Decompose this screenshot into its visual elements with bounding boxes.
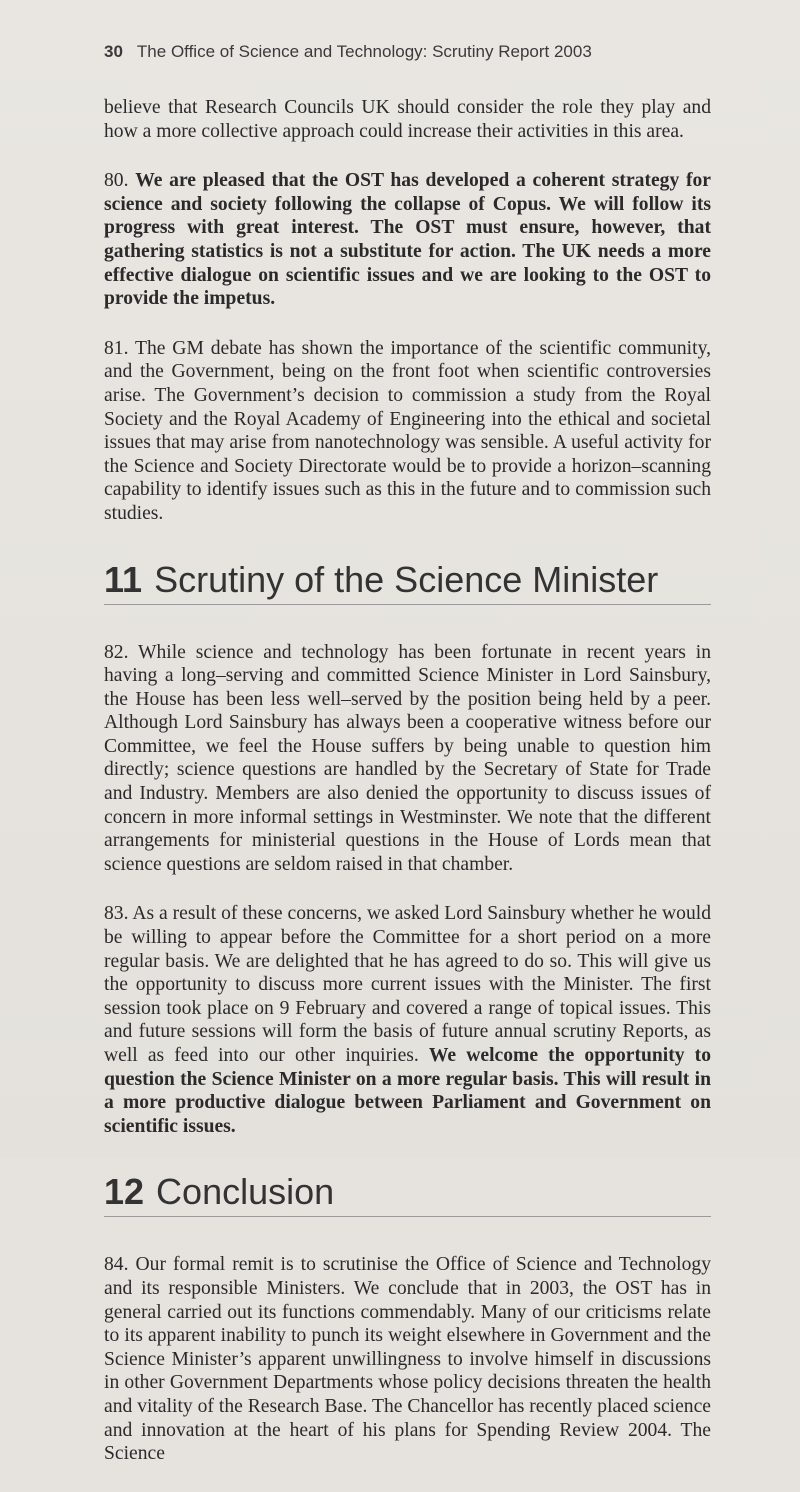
- section-number-11: 11: [104, 558, 143, 600]
- page-number: 30: [104, 42, 123, 61]
- paragraph-81: 81. The GM debate has shown the importance of the scientific community, and the Government, being on the front foot when scientific controversies arise. The Government’s decision to commission a study from the Royal Society and the Royal Academy of Engineering into the ethical and societal issues that may arise from nanotechnology was sensible. A useful activity for the Science and Society Directorate would be to provide a horizon–scanning capability to identify issues such as this in the future and to commission such studies.: [104, 337, 711, 524]
- section-heading-11: [104, 560, 711, 605]
- paragraph-80: [104, 169, 711, 311]
- running-header: [104, 42, 592, 62]
- section-title-12: Conclusion: [156, 1171, 335, 1213]
- document-body: [104, 96, 711, 1492]
- section-title-11: Scrutiny of the Science Minister: [154, 558, 659, 600]
- report-title: The Office of Science and Technology: Scrutiny Report 2003: [136, 42, 592, 61]
- paragraph-83-conclusion: We welcome the opportunity to question the Science Minister on a more regular basis. This will result in a more productive dialogue between Parliament and Government on scientific issues.: [104, 1045, 712, 1137]
- paragraph-83: [104, 902, 711, 1138]
- paragraph-83-text: 83. As a result of these concerns, we asked Lord Sainsbury whether he would be willing to appear before the Committee for a short period on a more regular basis. We are delighted that he has agreed to do so. This will give us the opportunity to discuss more current issues with the Minister. The first session took place on 9 February and covered a range of topical issues. This and future sessions will form the basis of future annual scrutiny Reports, as well as feed into our other inquiries.: [104, 903, 711, 1066]
- paragraph-84: 84. Our formal remit is to scrutinise the Office of Science and Technology and its responsible Ministers. We conclude that in 2003, the OST has in general carried out its functions commendably. Many of our criticisms relate to its apparent inability to punch its weight elsewhere in Government and the Science Minister’s apparent unwillingness to involve himself in discussions in other Government Departments whose policy decisions threaten the health and vitality of the Research Base. The Chancellor has recently placed science and innovation at the heart of his plans for Spending Review 2004. The Science: [104, 1254, 711, 1465]
- paragraph-79-continued: believe that Research Councils UK should consider the role they play and how a more collective approach could increase their activities in this area.: [104, 97, 711, 142]
- paragraph-80-number: 80.: [104, 170, 129, 192]
- paragraph-82: 82. While science and technology has been fortunate in recent years in having a long–serving and committed Science Minister in Lord Sainsbury, the House has been less well–served by the position being held by a peer. Although Lord Sainsbury has always been a cooperative witness before our Committee, we feel the House suffers by being unable to question him directly; science questions are handled by the Secretary of State for Trade and Industry. Members are also denied the opportunity to discuss issues of concern in more informal settings in Westminster. We note that the different arrangements for ministerial questions in the House of Lords mean that science questions are seldom raised in that chamber.: [104, 641, 711, 875]
- section-heading-12: [104, 1172, 711, 1217]
- paragraph-80-conclusion: We are pleased that the OST has developed a coherent strategy for science and society following the collapse of Copus. We will follow its progress with great interest. The OST must ensure, however, that gathering statistics is not a substitute for action. The UK needs a more effective dialogue on scientific issues and we are looking to the OST to provide the impetus.: [104, 170, 711, 310]
- section-number-12: 12: [104, 1171, 145, 1213]
